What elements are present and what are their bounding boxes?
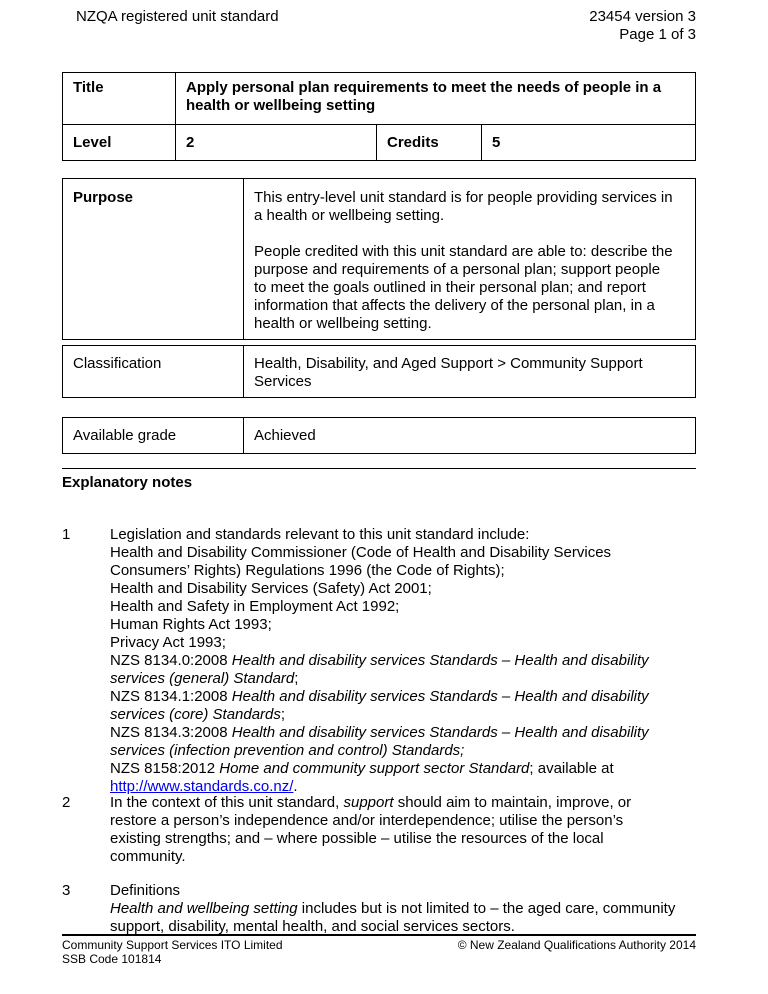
- footer-divider: [62, 934, 696, 936]
- notes-heading: Explanatory notes: [62, 474, 193, 491]
- grade-label: Available grade: [63, 418, 244, 454]
- credits-label: Credits: [377, 125, 482, 161]
- purpose-label: Purpose: [63, 179, 244, 340]
- footer-left: Community Support Services ITO Limited SSB Code 101814: [62, 938, 283, 966]
- version-text: 23454 version 3: [589, 8, 696, 25]
- note-number: 3: [62, 882, 71, 899]
- page-number: Page 1 of 3: [619, 26, 696, 43]
- classification-label: Classification: [63, 346, 244, 398]
- classification-value: Health, Disability, and Aged Support > Community Support Services: [244, 346, 696, 398]
- title-value: Apply personal plan requirements to meet the needs of people in a health or wellbeing setting: [176, 73, 696, 125]
- purpose-table: [62, 178, 696, 340]
- note-2: 2 In the context of this unit standard, support should aim to maintain, improve, or restore a person’s independence and/or interdependence; utilise the person’s existing strengths; and – where possible – utilise the resources of the local community.: [62, 794, 632, 865]
- note-number: 1: [62, 526, 71, 543]
- header-right-text: [589, 8, 696, 44]
- title-label: Title: [63, 73, 176, 125]
- note-number: 2: [62, 794, 71, 811]
- standards-link[interactable]: http://www.standards.co.nz/: [110, 778, 294, 795]
- grade-value: Achieved: [244, 418, 696, 454]
- grade-table: [62, 417, 696, 454]
- level-value: 2: [176, 125, 377, 161]
- level-label: Level: [63, 125, 176, 161]
- purpose-value: This entry-level unit standard is for people providing services in a health or wellbeing setting. People credited with this unit standard are able to: describe the purpose and requirements of a personal plan; support people to meet the goals outlined in their personal plan; and report information that affects the delivery of the personal plan, in a health or wellbeing setting.: [244, 179, 696, 340]
- note-3: 3 Definitions Health and wellbeing setting includes but is not limited to – the aged care, community support, disability, mental health, and social services sectors.: [62, 882, 676, 935]
- title-table: [62, 72, 696, 161]
- classification-table: [62, 345, 696, 398]
- header-left-text: NZQA registered unit standard: [76, 8, 279, 25]
- notes-divider: [62, 468, 696, 469]
- credits-value: 5: [482, 125, 696, 161]
- footer-copyright: © New Zealand Qualifications Authority 2014: [457, 938, 696, 952]
- note-1: 1 Legislation and standards relevant to this unit standard include: Health and Disability Commissioner (Code of Health and Disability Services Consumers’ Rights) Regulations 1996 (the Code of Rights); Health and Disability Services (Safety) Act 2001; Health and Safety in Employment Act 1992; Human Rights Act 1993; Privacy Act 1993; NZS 8134.0:2008 Health and disability services Standards – Health and disability services (general) Standard; NZS 8134.1:2008 Health and disability services Standards – Health and disability services (core) Standards; NZS 8134.3:2008 Health and disability services Standards – Health and disability services (infection prevention and control) Standards; NZS 8158:2012 Home and community support sector Standard; available at http://www.standards.co.nz/.: [62, 526, 649, 795]
